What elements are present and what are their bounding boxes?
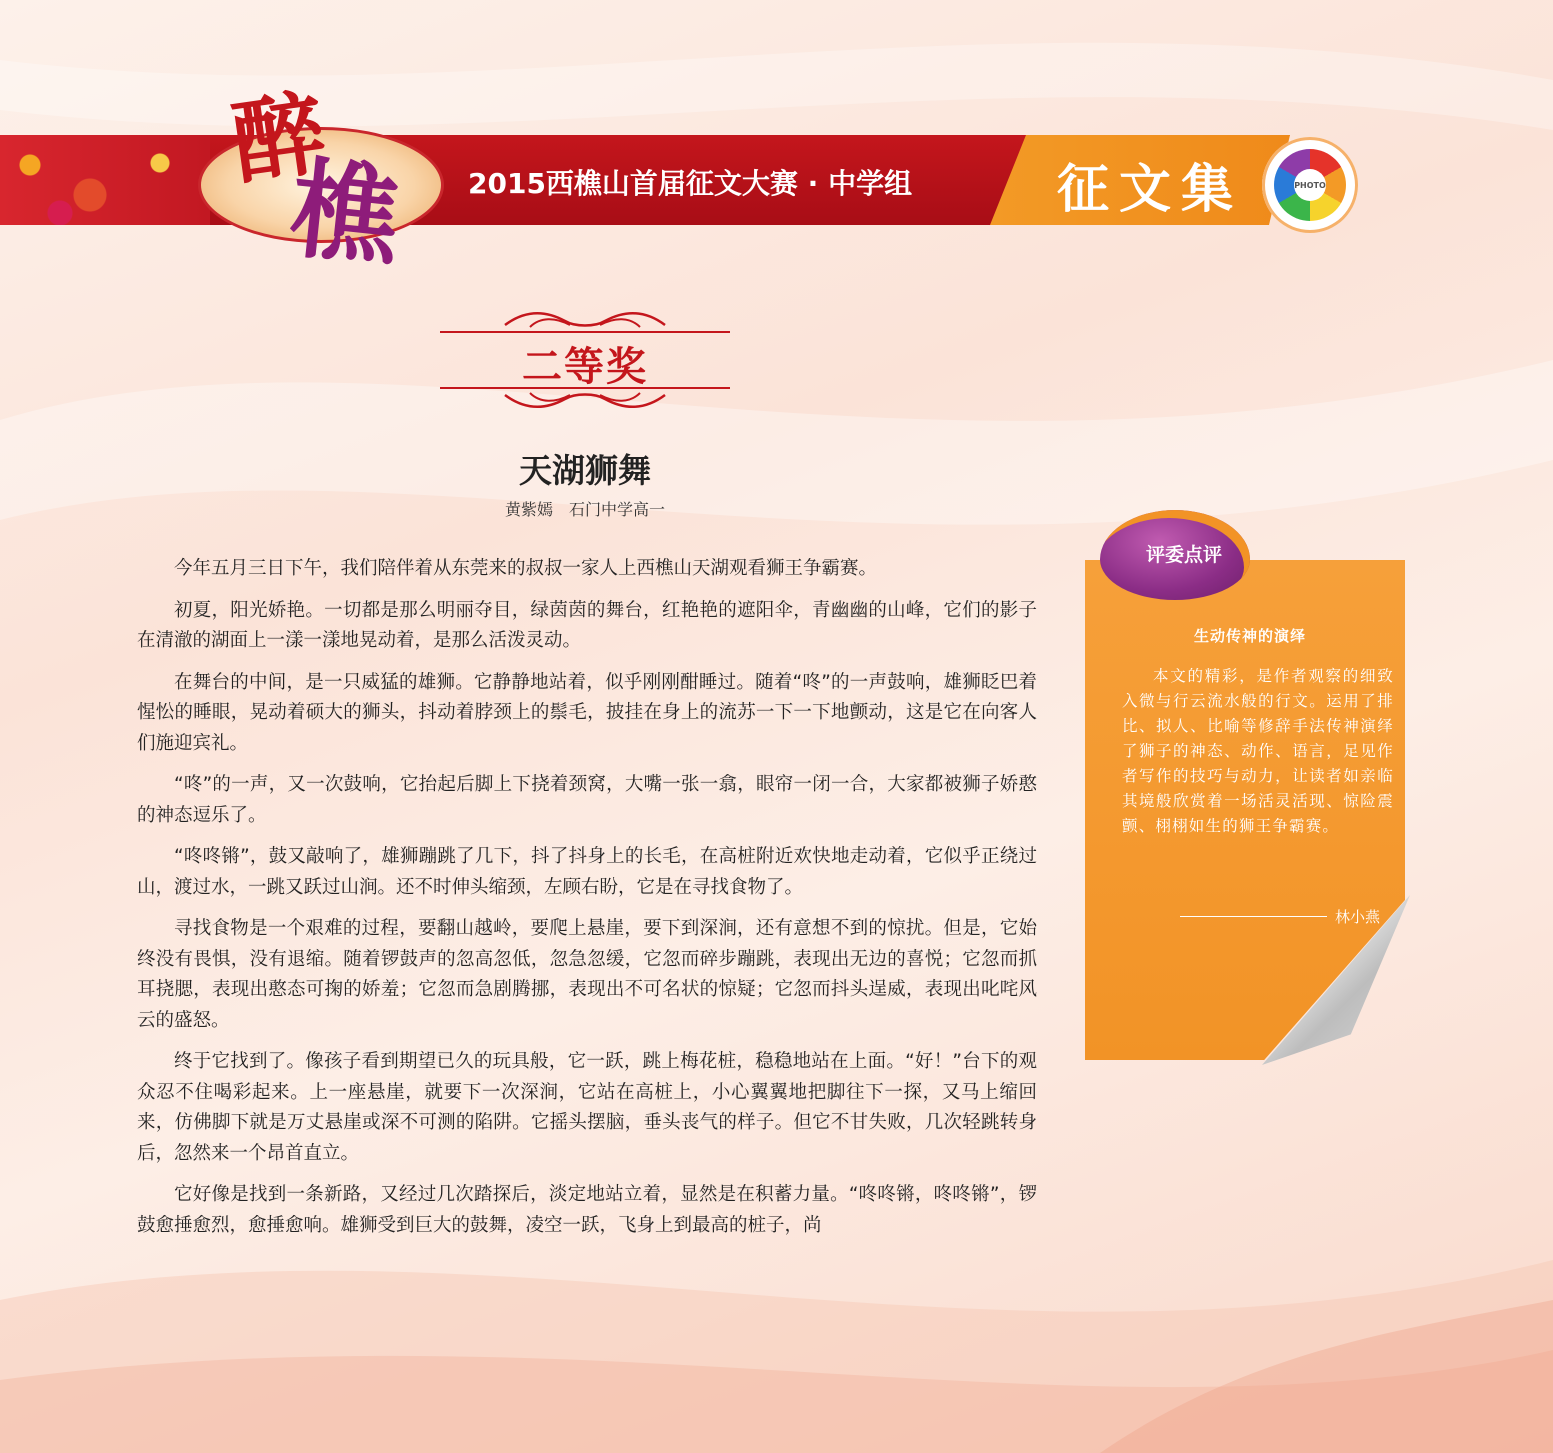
paragraph: 初夏，阳光娇艳。一切都是那么明丽夺目，绿茵茵的舞台，红艳艳的遮阳伞，青幽幽的山峰，它们的影子在清澈的湖面上一漾一漾地晃动着，是那么活泼灵动。 xyxy=(137,599,1037,651)
photo-label: PHOTO xyxy=(1294,169,1326,201)
camera-aperture-icon xyxy=(1274,149,1346,221)
photo-badge-icon xyxy=(1262,137,1358,233)
review-body: 本文的精彩，是作者观察的细致入微与行云流水般的行文。运用了排比、拟人、比喻等修辞手法传神演绎了狮子的神态、动作、语言，足见作者写作的技巧与动力，让读者如亲临其境般欣赏着一场活灵活现、惊险震颤、栩栩如生的狮王争霸赛。 xyxy=(1122,667,1394,835)
logo-text-1: 醉 xyxy=(225,78,333,198)
collection-title: 征文集 xyxy=(1057,159,1244,220)
logo-text-2: 樵 xyxy=(284,145,406,283)
article-title: 天湖狮舞 xyxy=(519,451,651,490)
award-ornament xyxy=(435,305,735,415)
review-author: 林小燕 xyxy=(1334,908,1380,926)
review-tag-label: 评委点评 xyxy=(1146,544,1223,566)
signature-line xyxy=(1180,916,1327,917)
header-banner xyxy=(0,78,1553,283)
article-byline: 黄紫嫣 石门中学高一 xyxy=(504,500,665,519)
award-label: 二等奖 xyxy=(522,344,648,390)
review-title: 生动传神的演绎 xyxy=(1193,627,1306,645)
review-signature xyxy=(1180,906,1380,927)
paragraph: 在舞台的中间，是一只威猛的雄狮。它静静地站着，似乎刚刚酣睡过。随着“咚”的一声鼓响，雄狮眨巴着惺忪的睡眼，晃动着硕大的狮头，抖动着脖颈上的鬃毛，披挂在身上的流苏一下一下地颤动，这是它在向客人们施迎宾礼。 xyxy=(137,671,1037,754)
paragraph: “咚咚锵”，鼓又敲响了，雄狮蹦跳了几下，抖了抖身上的长毛，在高桩附近欢快地走动着，它似乎正绕过山，渡过水，一跳又跃过山涧。还不时伸头缩颈，左顾右盼，它是在寻找食物了。 xyxy=(137,846,1037,898)
header-pattern xyxy=(0,135,210,225)
paragraph: 终于它找到了。像孩子看到期望已久的玩具般，它一跃，跳上梅花桩，稳稳地站在上面。“好！”台下的观众忍不住喝彩起来。上一座悬崖，就要下一次深涧，它站在高桩上，小心翼翼地把脚往下一探，又马上缩回来，仿佛脚下就是万丈悬崖或深不可测的陷阱。它摇头摆脑，垂头丧气的样子。但它不甘失败，几次轻跳转身后，忽然来一个昂首直立。 xyxy=(137,1051,1037,1164)
paragraph: 寻找食物是一个艰难的过程，要翻山越岭，要爬上悬崖，要下到深涧，还有意想不到的惊扰。但是，它始终没有畏惧，没有退缩。随着锣鼓声的忽高忽低，忽急忽缓，它忽而碎步蹦跳，表现出无边的喜悦；它忽而抓耳挠腮，表现出憨态可掬的娇羞；它忽而急剧腾挪，表现出不可名状的惊疑；它忽而抖头逞威，表现出叱咤风云的盛怒。 xyxy=(137,918,1037,1031)
paragraph: “咚”的一声，又一次鼓响，它抬起后脚上下挠着颈窝，大嘴一张一翕，眼帘一闭一合，大家都被狮子娇憨的神态逗乐了。 xyxy=(137,774,1037,826)
contest-title: 2015西樵山首届征文大赛 · 中学组 xyxy=(468,167,913,200)
article-body xyxy=(137,554,1037,1252)
paragraph: 它好像是找到一条新路，又经过几次踏探后，淡定地站立着，显然是在积蓄力量。“咚咚锵，咚咚锵”，锣鼓愈捶愈烈，愈捶愈响。雄狮受到巨大的鼓舞，凌空一跃，飞身上到最高的桩子，尚 xyxy=(137,1184,1037,1236)
review-tag xyxy=(1100,510,1250,600)
paragraph: 今年五月三日下午，我们陪伴着从东莞来的叔叔一家人上西樵山天湖观看狮王争霸赛。 xyxy=(174,558,878,579)
